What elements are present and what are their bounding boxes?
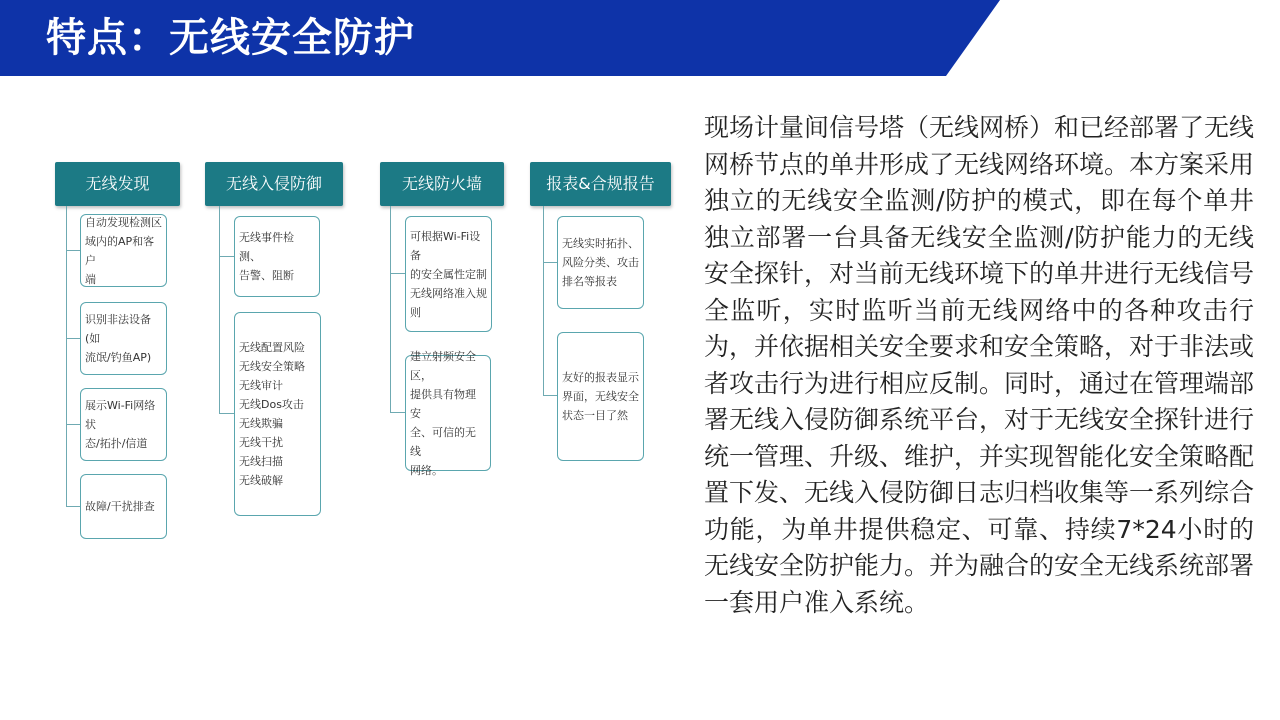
feature-box: 识别非法设备(如 流氓/钓鱼AP) (80, 302, 167, 375)
feature-box: 可根据Wi-Fi设备 的安全属性定制 无线网络准入规 则 (405, 216, 492, 332)
connector (543, 206, 544, 396)
description-paragraph: 现场计量间信号塔（无线网桥）和已经部署了无线网桥节点的单井形成了无线网络环境。本方案采用独立的无线安全监测/防护的模式，即在每个单井独立部署一台具备无线安全监测/防护能力的无线安全探针，对当前无线环境下的单井进行无线信号全监听，实时监听当前无线网络中的各种攻击行为，并依据相关安全要求和安全策略，对于非法或者攻击行为进行相应反制。同时，通过在管理端部署无线入侵防御系统平台，对于无线安全探针进行统一管理、升级、维护，并实现智能化安全策略配置下发、无线入侵防御日志归档收集等一系列综合功能，为单井提供稳定、可靠、持续7*24小时的无线安全防护能力。并为融合的安全无线系统部署一套用户准入系统。 (704, 113, 1255, 617)
connector (219, 206, 220, 414)
column-header-firewall: 无线防火墙 (380, 162, 504, 206)
connector (390, 206, 391, 413)
feature-box: 友好的报表显示 界面，无线安全 状态一目了然 (557, 332, 644, 461)
connector (66, 206, 67, 507)
feature-box: 无线配置风险 无线安全策略 无线审计 无线Dos攻击 无线欺骗 无线干扰 无线扫描 无线破解 (234, 312, 321, 516)
connector (66, 250, 80, 251)
connector (390, 273, 405, 274)
feature-box: 故障/干扰排查 (80, 474, 167, 539)
column-header-discovery: 无线发现 (55, 162, 180, 206)
connector (543, 395, 557, 396)
page-title: 特点：无线安全防护 (46, 15, 415, 61)
connector (390, 412, 405, 413)
feature-box: 建立射频安全区， 提供具有物理安 全、可信的无线 网络。 (405, 355, 491, 471)
feature-box: 无线实时拓扑、 风险分类、攻击 排名等报表 (557, 216, 644, 309)
connector (219, 256, 234, 257)
connector (66, 424, 80, 425)
column-header-report: 报表&合规报告 (530, 162, 671, 206)
column-header-ips: 无线入侵防御 (205, 162, 343, 206)
feature-box: 无线事件检测、 告警、阻断 (234, 216, 320, 297)
feature-box: 展示Wi-Fi网络状 态/拓扑/信道 (80, 388, 167, 461)
connector (66, 338, 80, 339)
connector (66, 506, 80, 507)
connector (219, 413, 234, 414)
connector (543, 262, 557, 263)
feature-box: 自动发现检测区 域内的AP和客户 端 (80, 214, 167, 287)
